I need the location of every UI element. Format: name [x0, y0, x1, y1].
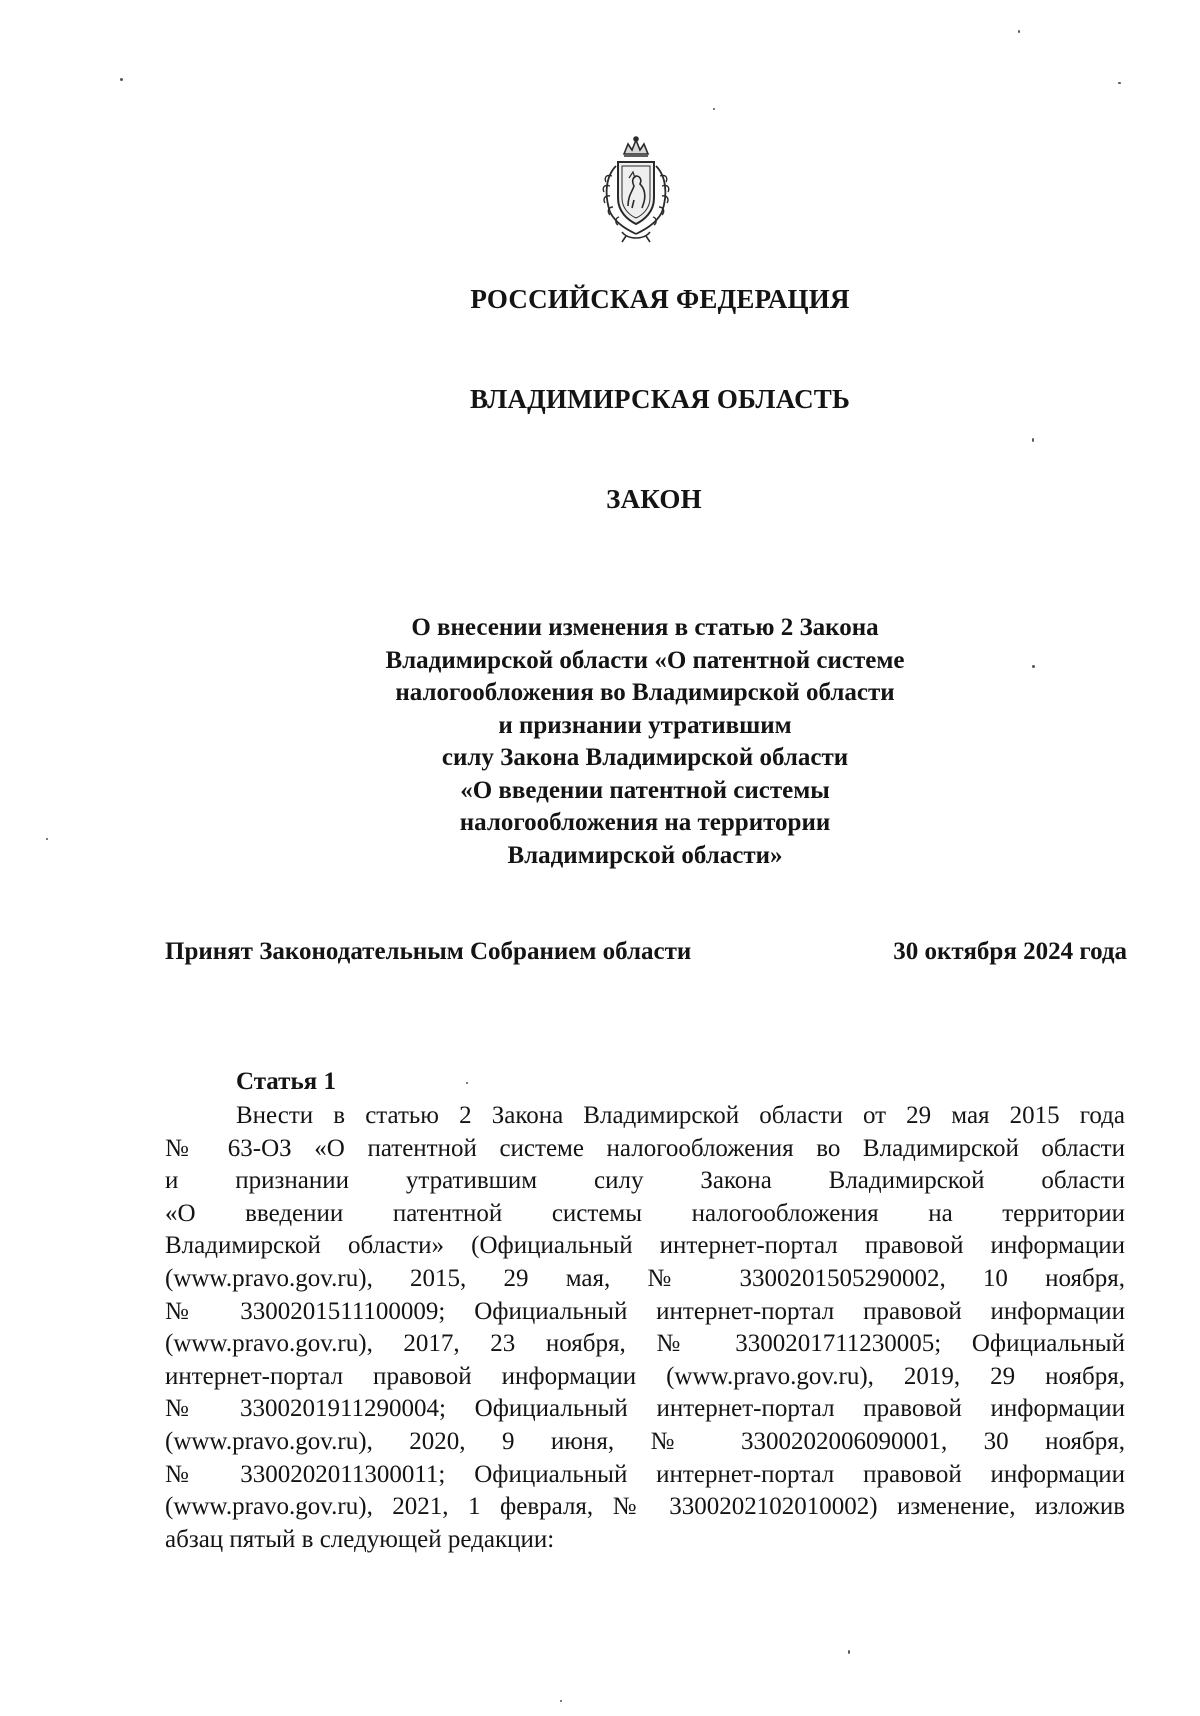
document-type-heading: ЗАКОН [606, 484, 702, 514]
scan-speck [1018, 30, 1020, 33]
subject-line: и признании утратившим [498, 711, 792, 739]
scan-speck [1032, 665, 1035, 668]
body-line: и признании утратившим силу Закона Владимирской области [165, 1167, 1125, 1195]
country-heading: РОССИЙСКАЯ ФЕДЕРАЦИЯ [470, 284, 850, 314]
subject-line: Владимирской области «О патентной системе [385, 646, 905, 674]
scan-speck [1032, 438, 1034, 442]
scan-speck [848, 1650, 850, 1654]
adopted-by-text: Принят Законодательным Собранием области [165, 938, 692, 965]
law-subject-title [330, 612, 960, 872]
subject-line: налогообложения во Владимирской области [395, 679, 895, 706]
subject-line: О внесении изменения в статью 2 Закона [411, 614, 879, 641]
subject-line: «О введении патентной системы [460, 776, 830, 804]
coat-of-arms-emblem [588, 136, 684, 244]
body-line: Внести в статью 2 Закона Владимирской области от 29 мая 2015 года [236, 1102, 1125, 1129]
body-line: Владимирской области» (Официальный интернет-портал правовой информации [165, 1232, 1125, 1260]
subject-line: налогообложения на территории [459, 809, 831, 836]
scan-speck [560, 1700, 562, 1702]
body-line: (www.pravo.gov.ru), 2015, 29 мая, № 3300201505290002, 10 ноября, [165, 1264, 1125, 1292]
scan-speck [120, 78, 123, 81]
scan-speck [466, 1082, 468, 1084]
article-title: Статья 1 [236, 1068, 336, 1095]
adoption-date: 30 октября 2024 года [893, 938, 1127, 965]
body-line: (www.pravo.gov.ru), 2020, 9 июня, № 3300202006090001, 30 ноября, [165, 1427, 1125, 1455]
body-line: № 63-ОЗ «О патентной системе налогообложения во Владимирской области [165, 1134, 1125, 1162]
subject-line: Владимирской области» [507, 841, 783, 869]
scan-speck [713, 108, 715, 110]
scan-speck [1118, 82, 1121, 84]
scan-speck [46, 838, 48, 840]
body-line: интернет-портал правовой информации (www.pravo.gov.ru), 2019, 29 ноября, [165, 1362, 1125, 1390]
article-body [165, 1100, 1125, 1556]
subject-line: силу Закона Владимирской области [441, 744, 849, 771]
body-line: № 3300201911290004; Официальный интернет-портал правовой информации [165, 1395, 1125, 1423]
region-heading: ВЛАДИМИРСКАЯ ОБЛАСТЬ [469, 384, 851, 414]
body-line: (www.pravo.gov.ru), 2021, 1 февраля, № 3300202102010002) изменение, изложив [165, 1493, 1125, 1521]
body-line: (www.pravo.gov.ru), 2017, 23 ноября, № 3300201711230005; Официальный [165, 1330, 1125, 1358]
body-line: «О введении патентной системы налогообложения на территории [165, 1199, 1125, 1227]
body-line: № 3300202011300011; Официальный интернет-портал правовой информации [165, 1460, 1125, 1488]
body-line: абзац пятый в следующей редакции: [165, 1525, 555, 1553]
body-line: № 3300201511100009; Официальный интернет-портал правовой информации [165, 1297, 1125, 1325]
